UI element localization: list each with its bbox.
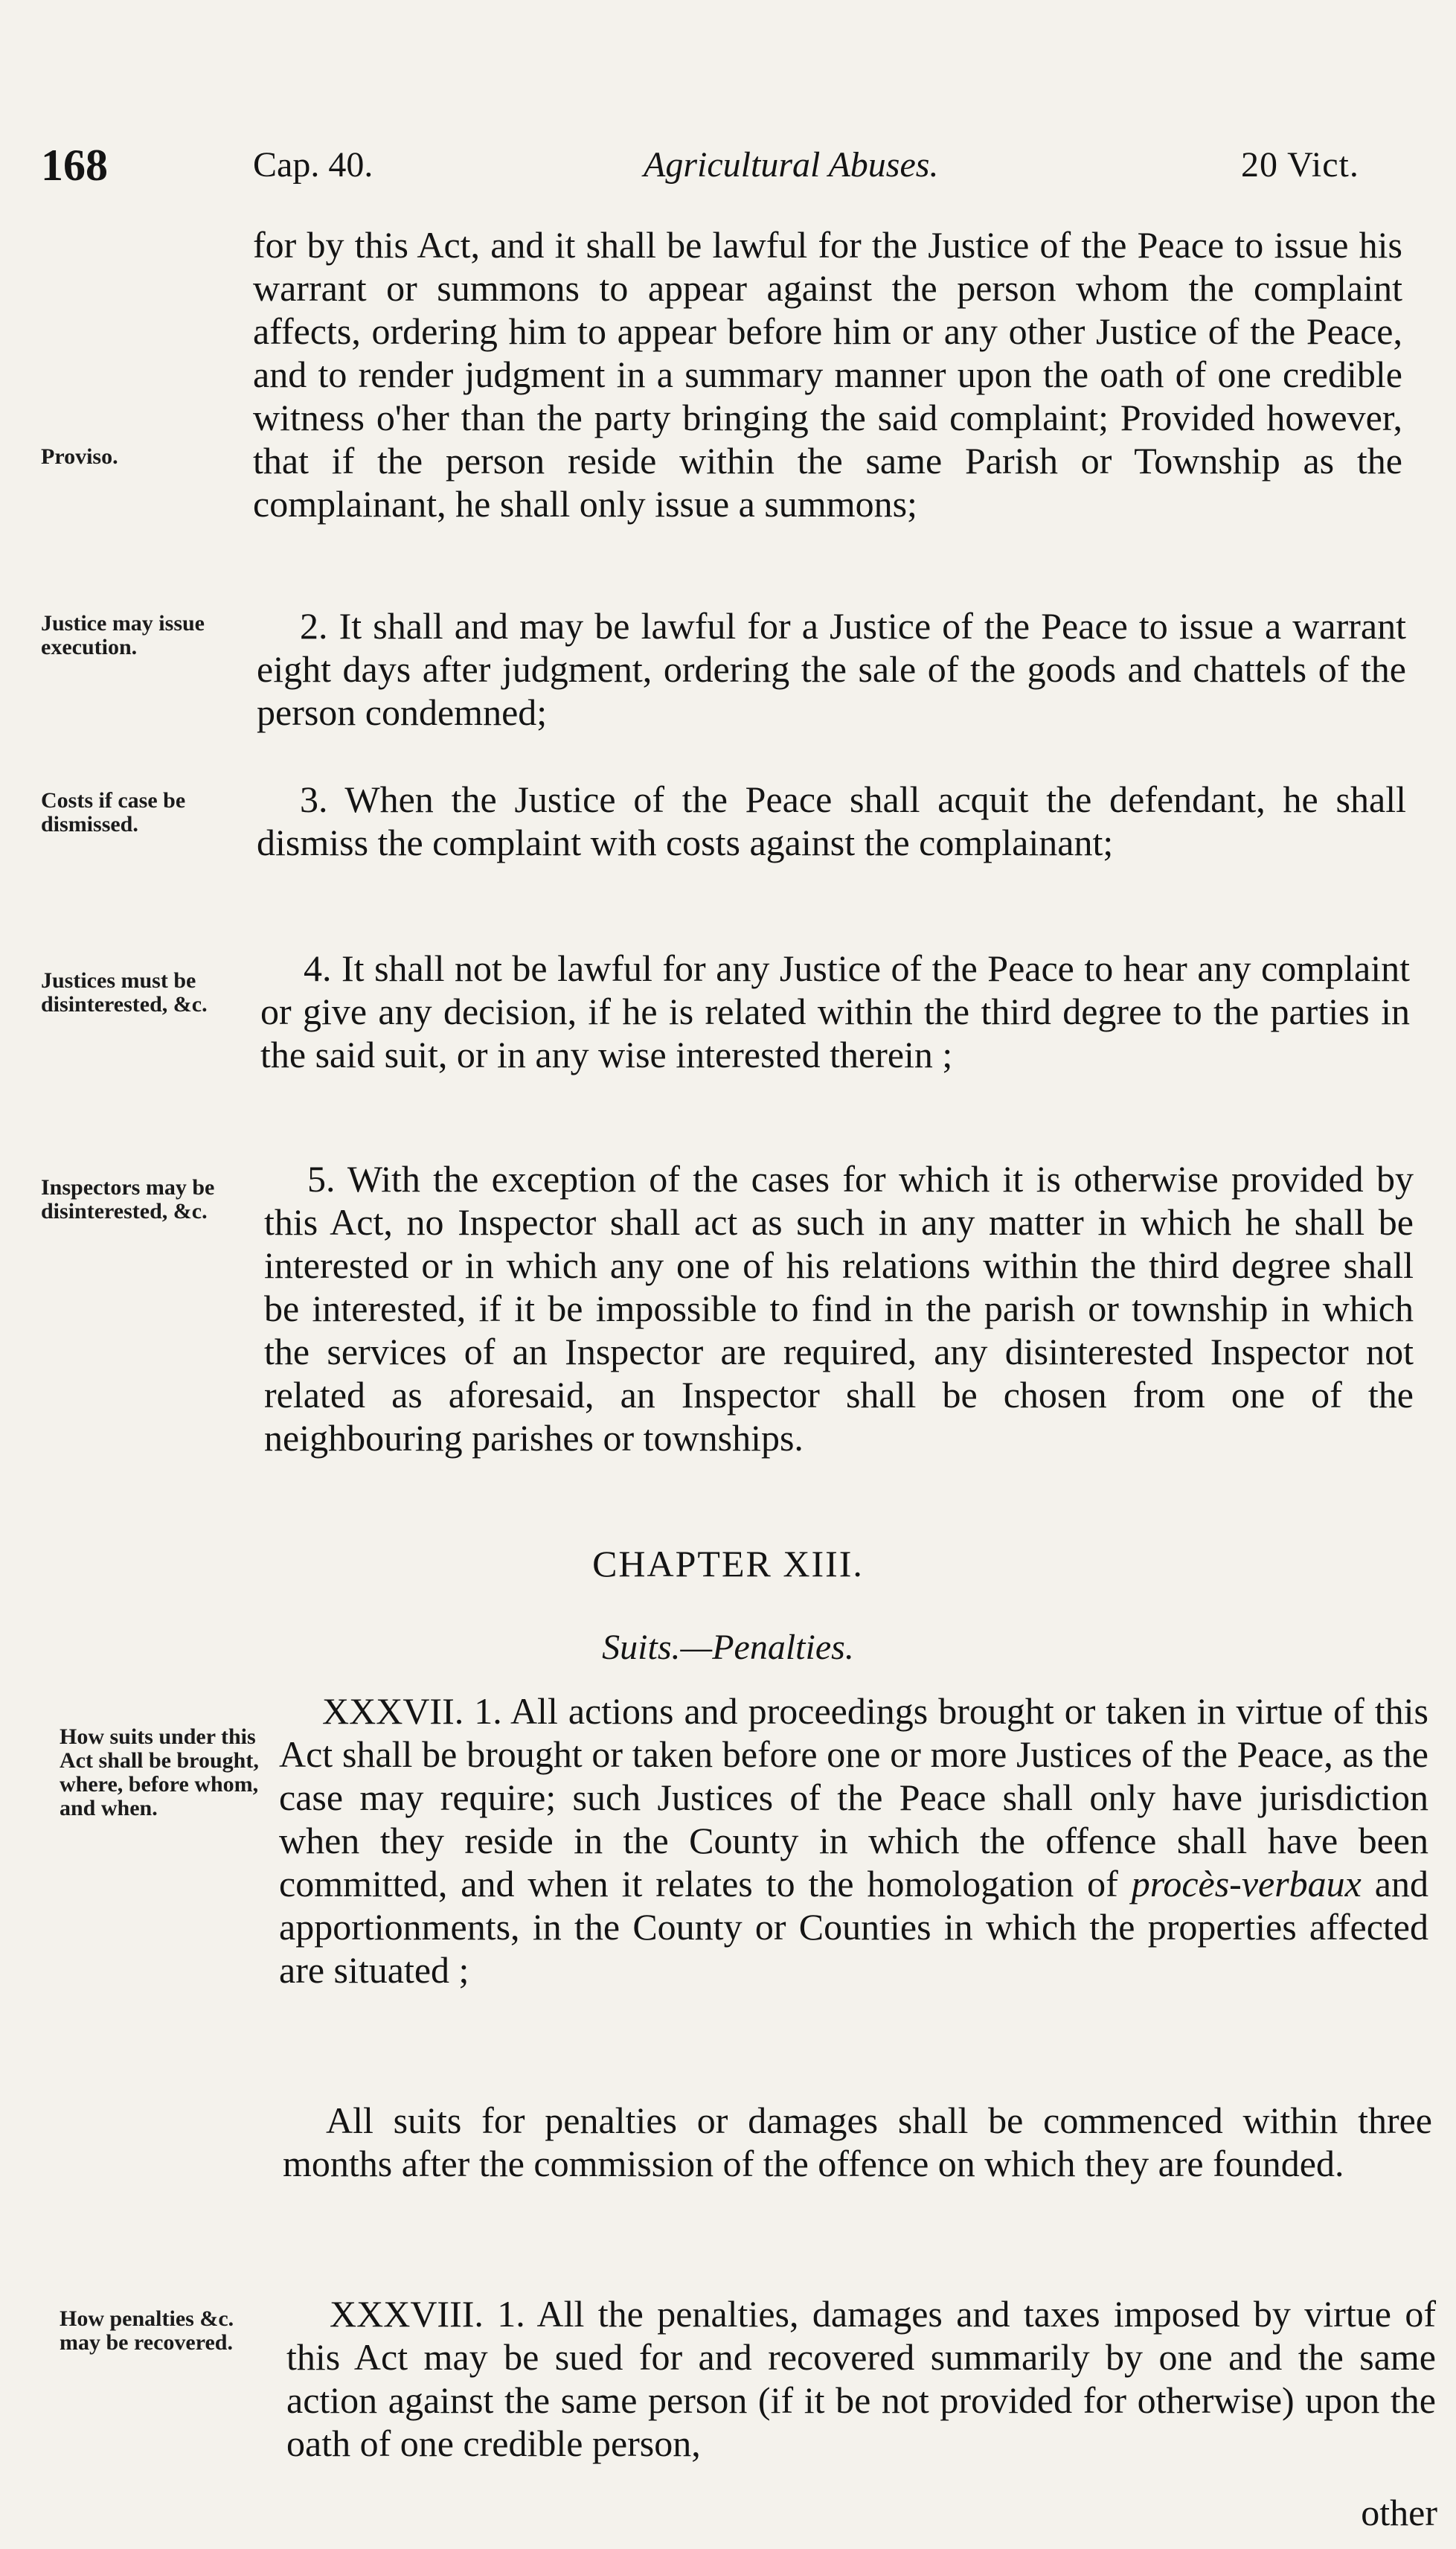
running-header [0, 135, 1456, 202]
paragraph-3: 3. When the Justice of the Peace shall acquit the defendant, he shall dismiss the complaint with costs against the complainant; [257, 778, 1406, 863]
margin-note-costs-dismissed: Costs if case be dismissed. [41, 788, 186, 837]
chapter-heading: CHAPTER XIII. [592, 1543, 864, 1584]
paragraph-xxxvii-1 [279, 1689, 1428, 1992]
paragraph-xxxvii-2: All suits for penalties or damages shall be commenced within three months after the commission of the offence on which they are founded. [283, 2099, 1432, 2184]
paragraph-xxxviii-1: XXXVIII. 1. All the penalties, damages and taxes imposed by virtue of this Act may be sued for and recovered summarily by one and the same action against the same person (if it be not provided for otherwise) upon the oath of one credible person, [286, 2293, 1436, 2464]
paragraph-5: 5. With the exception of the cases for which it is otherwise provided by this Act, no Inspector shall act as such in any matter in which he shall be interested or in which any one of his relations within the third degree shall be interested, if it be impossible to find in the parish or township in which the services of an Inspector are required, any disinterested Inspector not related as aforesaid, an Inspector shall be chosen from one of the neighbouring parishes or townships. [264, 1158, 1414, 1459]
regnal-year: 20 Vict. [1241, 145, 1359, 185]
paragraph-xxxvii-1-text-b: and apportionments, in the County or Counties in which the properties affected are situated ; [279, 1863, 1428, 1991]
margin-note-justice-execution: Justice may issue execution. [41, 611, 205, 659]
margin-note-justices-disinterested: Justices must be disinterested, &c. [41, 968, 208, 1017]
catchword: other [1361, 2492, 1437, 2533]
margin-note-inspectors-disinterested: Inspectors may be disinterested, &c. [41, 1175, 215, 1224]
margin-note-proviso: Proviso. [41, 444, 118, 469]
paragraph-xxxvii-1-text-a: XXXVII. 1. All actions and proceedings brought or taken in virtue of this Act shall be brought or taken before one or more Justices of the Peace, as the case may require; such Justices of the Peace shall only have jurisdiction when they reside in the County in which the offence shall have been committed, and when it relates to the homologation of [279, 1690, 1428, 1904]
paragraph-4: 4. It shall not be lawful for any Justice of the Peace to hear any complaint or give any decision, if he is related within the third degree to the parties in the said suit, or in any wise interested therein ; [260, 947, 1410, 1075]
margin-note-how-penalties: How penalties &c. may be recovered. [60, 2306, 234, 2355]
running-title: Agricultural Abuses. [644, 145, 939, 185]
margin-note-how-suits: How suits under this Act shall be brought, where, before whom, and when. [60, 1724, 259, 1820]
page-number: 168 [41, 141, 108, 190]
chapter-subheading: Suits.—Penalties. [602, 1628, 854, 1667]
paragraph-continuation: for by this Act, and it shall be lawful for the Justice of the Peace to issue his warrant or summons to appear against the person whom the complaint affects, ordering him to appear before him or any other Justice of the Peace, and to render judgment in a summary manner upon the oath of one credible witness o'her than the party bringing the said complaint; Provided however, that if the person reside within the same Parish or Township as the complainant, he shall only issue a summons; [253, 224, 1402, 525]
paragraph-2: 2. It shall and may be lawful for a Justice of the Peace to issue a warrant eight days after judgment, ordering the sale of the goods and chattels of the person condemned; [257, 605, 1406, 733]
paragraph-xxxvii-1-italic: procès-verbaux [1131, 1863, 1362, 1904]
chapter-reference: Cap. 40. [253, 145, 373, 185]
